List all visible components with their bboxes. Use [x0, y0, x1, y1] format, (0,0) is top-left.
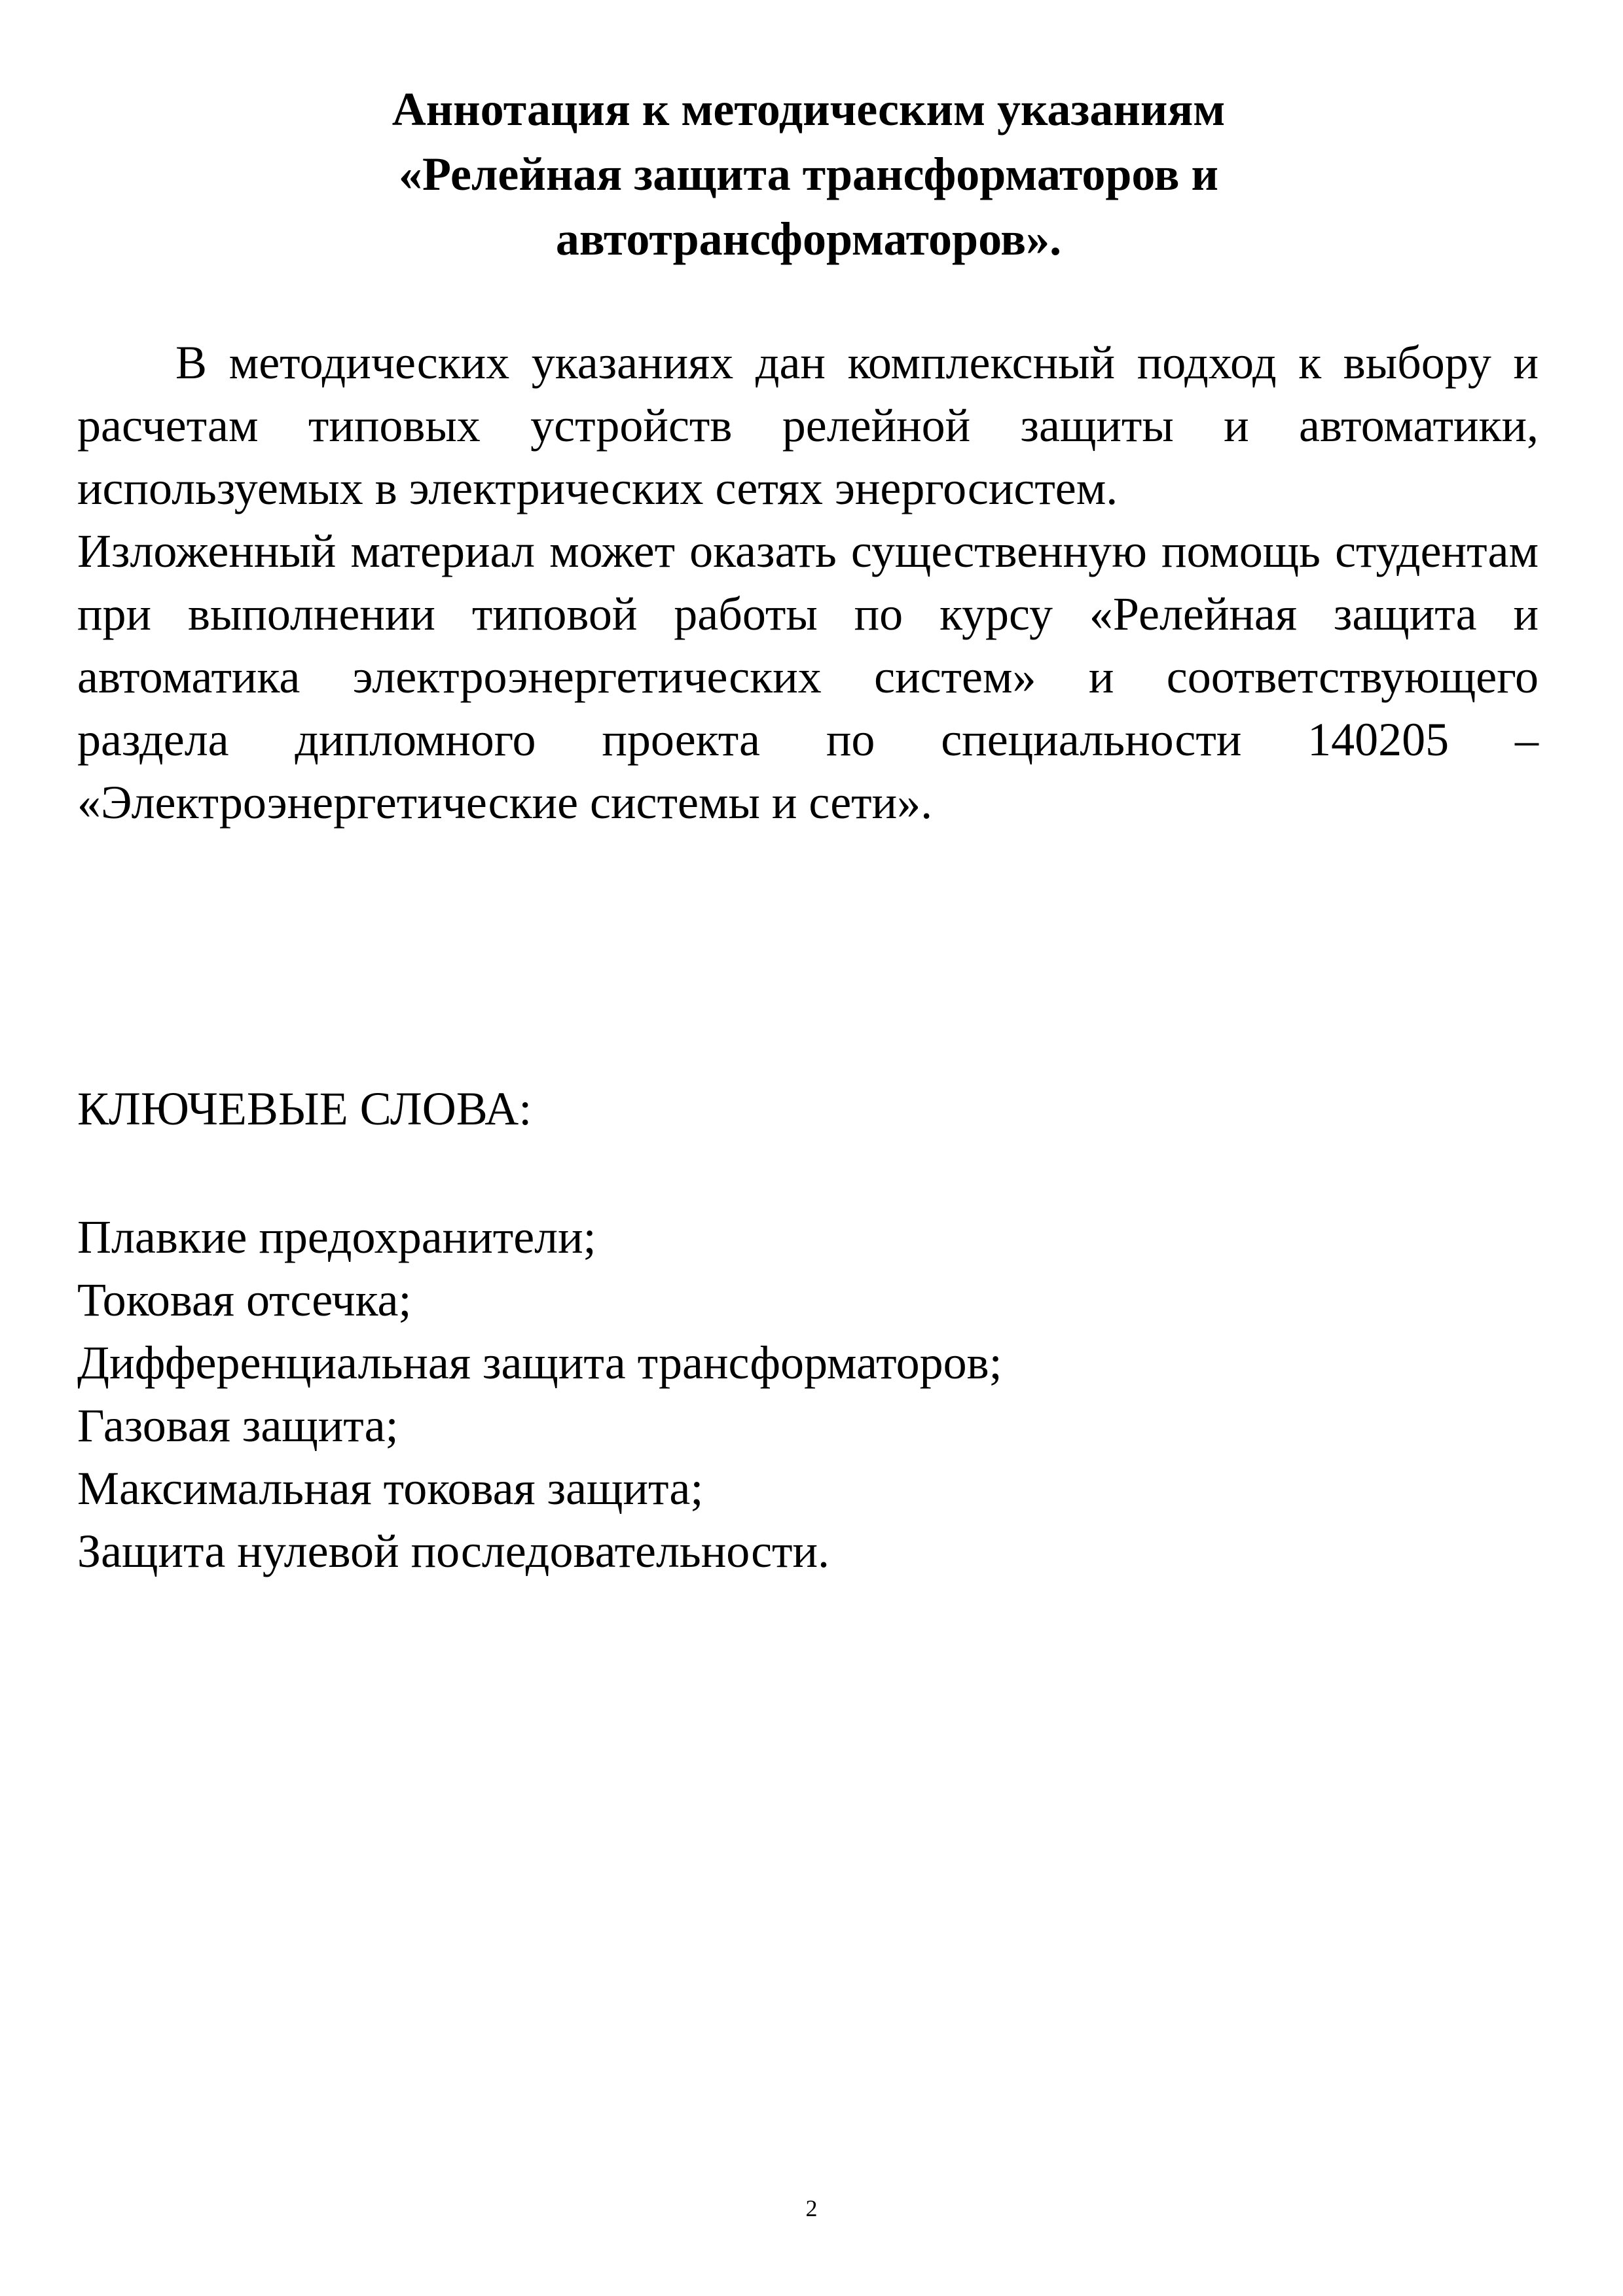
page-number: 2: [805, 2195, 818, 2221]
title-line-2: «Релейная защита трансформаторов и: [399, 148, 1218, 200]
title-line-3: автотрансформаторов».: [555, 213, 1062, 265]
keyword-item: Токовая отсечка;: [77, 1274, 412, 1326]
keyword-item: Дифференциальная защита трансформаторов;: [77, 1336, 1002, 1389]
keyword-item: Газовая защита;: [77, 1399, 399, 1452]
keywords-heading: КЛЮЧЕВЫЕ СЛОВА:: [77, 1083, 532, 1135]
paragraph-1: В методических указаниях дан комплексный подход к выбору и расчетам типовых устройств релейной защиты и автоматики, используемых в электрических сетях энергосистем.: [77, 336, 1539, 514]
keyword-item: Максимальная токовая защита;: [77, 1462, 704, 1515]
annotation-body: [77, 331, 1539, 834]
document-title: [79, 77, 1539, 272]
keywords-list: [77, 1206, 1002, 1583]
keyword-item: Плавкие предохранители;: [77, 1211, 596, 1263]
paragraph-2: Изложенный материал может оказать существенную помощь студентам при выполнении типовой работы по курсу «Релейная защита и автоматика электроэнергетических систем» и соответствующего раздела дипломного проекта по специальности 140205 – «Электроэнергетические системы и сети».: [77, 525, 1539, 829]
title-line-1: Аннотация к методическим указаниям: [392, 83, 1226, 135]
keyword-item: Защита нулевой последовательности.: [77, 1525, 830, 1577]
